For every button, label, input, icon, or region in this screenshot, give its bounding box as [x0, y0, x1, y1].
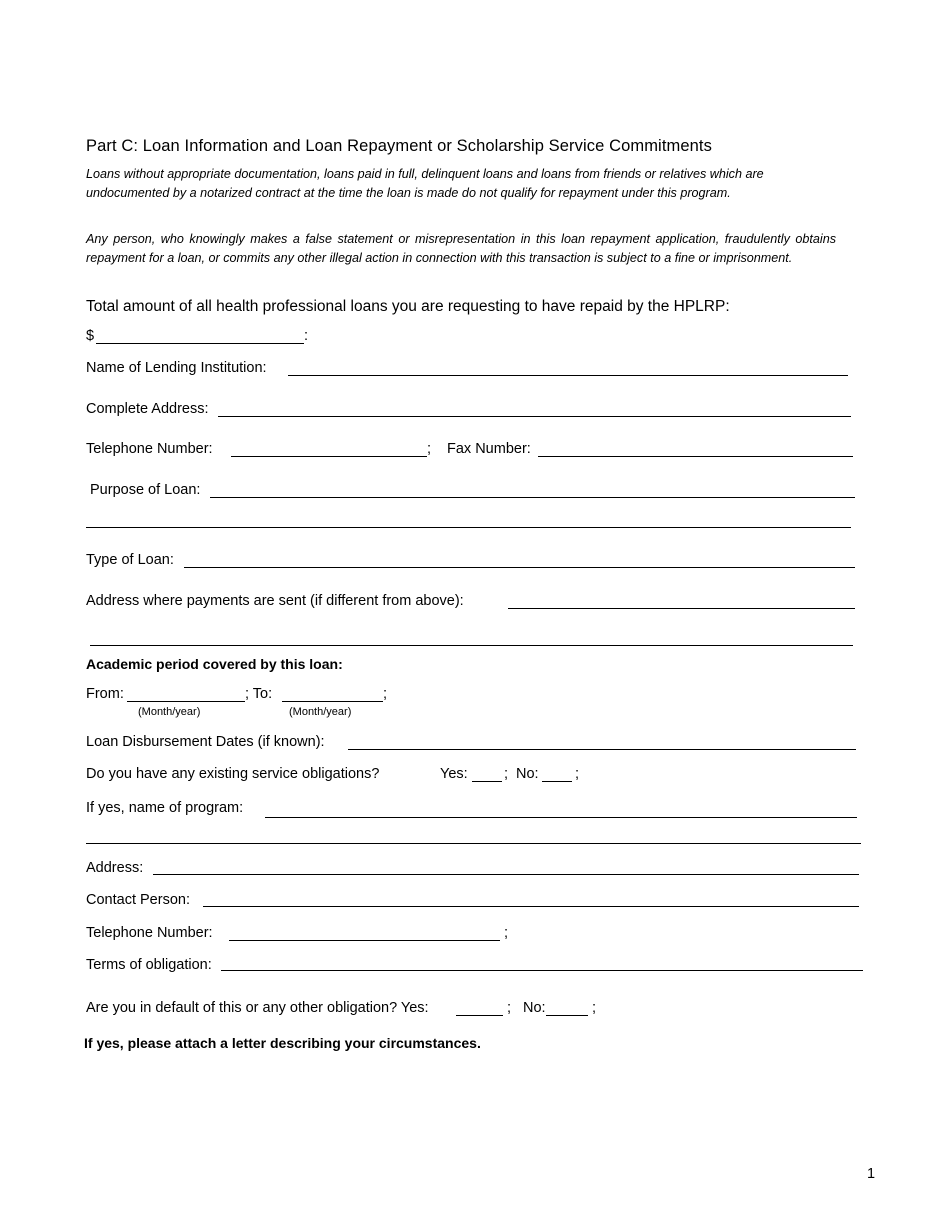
lender-address-label: Complete Address: [86, 401, 209, 417]
terms-obligation-label: Terms of obligation: [86, 957, 212, 973]
academic-end-separator: ; [383, 686, 388, 702]
program-telephone-separator: ; [504, 925, 509, 941]
total-amount-terminator: : [304, 328, 309, 344]
loan-purpose-field-line2[interactable] [86, 527, 851, 528]
total-amount-field[interactable] [96, 343, 304, 344]
academic-period-heading: Academic period covered by this loan: [86, 656, 343, 672]
program-telephone-field[interactable] [229, 940, 500, 941]
currency-symbol: $ [86, 328, 95, 344]
payment-address-label: Address where payments are sent (if different from above): [86, 593, 464, 609]
default-no-label: No: [523, 1000, 546, 1016]
lender-telephone-label: Telephone Number: [86, 441, 213, 457]
service-no-field[interactable] [542, 781, 572, 782]
program-name-field-line2[interactable] [86, 843, 861, 844]
default-yes-field[interactable] [456, 1015, 503, 1016]
academic-to-field[interactable] [282, 701, 383, 702]
service-yes-field[interactable] [472, 781, 502, 782]
payment-address-field-line2[interactable] [90, 645, 853, 646]
service-obligations-question: Do you have any existing service obligations? [86, 766, 380, 782]
default-no-field[interactable] [546, 1015, 588, 1016]
lender-telephone-separator: ; [427, 441, 432, 457]
disbursement-dates-label: Loan Disbursement Dates (if known): [86, 734, 325, 750]
default-no-separator: ; [592, 1000, 597, 1016]
service-yes-separator: ; [504, 766, 509, 782]
service-yes-label: Yes: [440, 766, 468, 782]
program-address-label: Address: [86, 860, 144, 876]
program-telephone-label: Telephone Number: [86, 925, 213, 941]
payment-address-field[interactable] [508, 608, 855, 609]
default-question: Are you in default of this or any other obligation? Yes: [86, 1000, 429, 1016]
page-number: 1 [867, 1166, 876, 1182]
to-hint: (Month/year) [289, 706, 352, 718]
lender-name-field[interactable] [288, 375, 848, 376]
service-no-separator: ; [575, 766, 580, 782]
contact-person-field[interactable] [203, 906, 859, 907]
notice-false-statement: Any person, who knowingly makes a false statement or misrepresentation in this loan repayment application, fraudulently obtains repayment for a loan, or commits any other illegal action in connection with this transaction is subject to a fine or imprisonment. [86, 232, 836, 265]
loan-type-label: Type of Loan: [86, 552, 174, 568]
program-name-field[interactable] [265, 817, 857, 818]
loan-purpose-field[interactable] [210, 497, 855, 498]
total-amount-question: Total amount of all health professional loans you are requesting to have repaid by the HPLRP: [86, 298, 730, 315]
lender-fax-label: Fax Number: [447, 441, 531, 457]
disbursement-dates-field[interactable] [348, 749, 856, 750]
lender-address-field[interactable] [218, 416, 851, 417]
lender-telephone-field[interactable] [231, 456, 427, 457]
lender-name-label: Name of Lending Institution: [86, 360, 267, 376]
terms-obligation-field[interactable] [221, 970, 863, 971]
loan-type-field[interactable] [184, 567, 855, 568]
contact-person-label: Contact Person: [86, 892, 190, 908]
lender-fax-field[interactable] [538, 456, 853, 457]
notice-undocumented-loans: Loans without appropriate documentation, loans paid in full, delinquent loans and loans from friends or relatives which are undocumented by a notarized contract at the time the loan is made do not qualify for repayment under this program. [86, 167, 764, 200]
academic-to-label: ; To: [245, 686, 273, 702]
from-hint: (Month/year) [138, 706, 201, 718]
academic-from-label: From: [86, 686, 124, 702]
program-address-field[interactable] [153, 874, 859, 875]
attach-letter-note: If yes, please attach a letter describing your circumstances. [84, 1035, 481, 1051]
loan-purpose-label: Purpose of Loan: [90, 482, 201, 498]
academic-from-field[interactable] [127, 701, 245, 702]
section-title: Part C: Loan Information and Loan Repayment or Scholarship Service Commitments [86, 137, 712, 155]
program-name-label: If yes, name of program: [86, 800, 244, 816]
default-yes-separator: ; [507, 1000, 512, 1016]
service-no-label: No: [516, 766, 539, 782]
